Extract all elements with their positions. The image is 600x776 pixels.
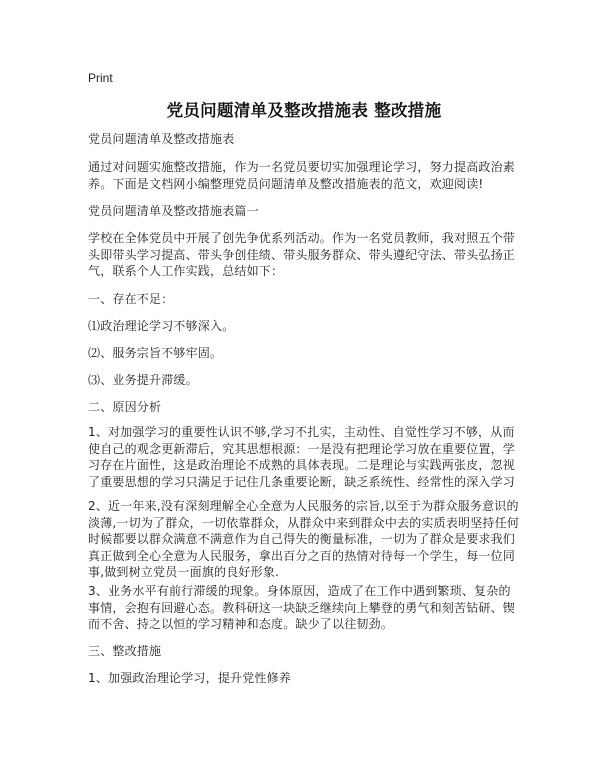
intro-paragraph: 通过对问题实施整改措施，作为一名党员要切实加强理论学习，努力提高政治素养。下面是文档网小编整理党员问题清单及整改措施表的范文，欢迎阅读! (88, 160, 516, 191)
part1-item-3: ⑶、业务提升滞缓。 (88, 373, 198, 387)
document-subtitle: 党员问题清单及整改措施表 (88, 132, 235, 146)
section-heading: 党员问题清单及整改措施表篇一 (88, 204, 259, 218)
part2-paragraph-1: 1、对加强学习的重要性认识不够,学习不扎实，主动性、自觉性学习不够，从而使自己的观念更新滞后，究其思想根源：一是没有把理论学习放在重要位置，学习存在片面性，这是政治理论不成熟的具体表现。二是理论与实践两张皮，忽视了重要思想的学习只满足于记住几条重要论断，缺乏系统性、经常性的深入学习 (88, 425, 516, 489)
part1-item-1: ⑴政治理论学习不够深入。 (88, 319, 235, 333)
part3-heading: 三、整改措施 (88, 644, 162, 658)
part1-item-2: ⑵、服务宗旨不够牢固。 (88, 346, 223, 360)
part2-paragraph-2: 2、近一年来,没有深刻理解全心全意为人民服务的宗旨,以至于为群众服务意识的淡薄,一切为了群众，一切依靠群众，从群众中来到群众中去的实质表明坚持任何时候都要以群众满意不满意作为自己得失的衡量标准，一切为了群众是要求我们真正做到全心全意为人民服务，拿出百分之百的热情对待每一个学生，每一位同事,做到树立党员一面旗的良好形象. (88, 499, 520, 579)
part3-item-1: 1、加强政治理论学习，提升党性修养 (88, 671, 292, 685)
part1-heading: 一、存在不足： (88, 292, 174, 306)
page-title: 党员问题清单及整改措施表 整改措施 (166, 101, 442, 120)
part2-paragraph-3: 3、业务水平有前行滞缓的现象。身体原因，造成了在工作中遇到繁琐、复杂的事情，会抱有回避心态。教科研这一块缺乏继续向上攀登的勇气和刻苦钻研、锲而不舍、持之以恒的学习精神和态度。缺少了以往韧劲。 (88, 584, 516, 631)
print-label: Print (88, 71, 113, 85)
part2-heading: 二、原因分析 (88, 400, 162, 414)
background-paragraph: 学校在全体党员中开展了创先争优系列活动。作为一名党员教师，我对照五个带头即带头学习提高、带头争创佳绩、带头服务群众、带头遵纪守法、带头弘扬正气，联系个人工作实践，总结如下： (88, 231, 516, 278)
